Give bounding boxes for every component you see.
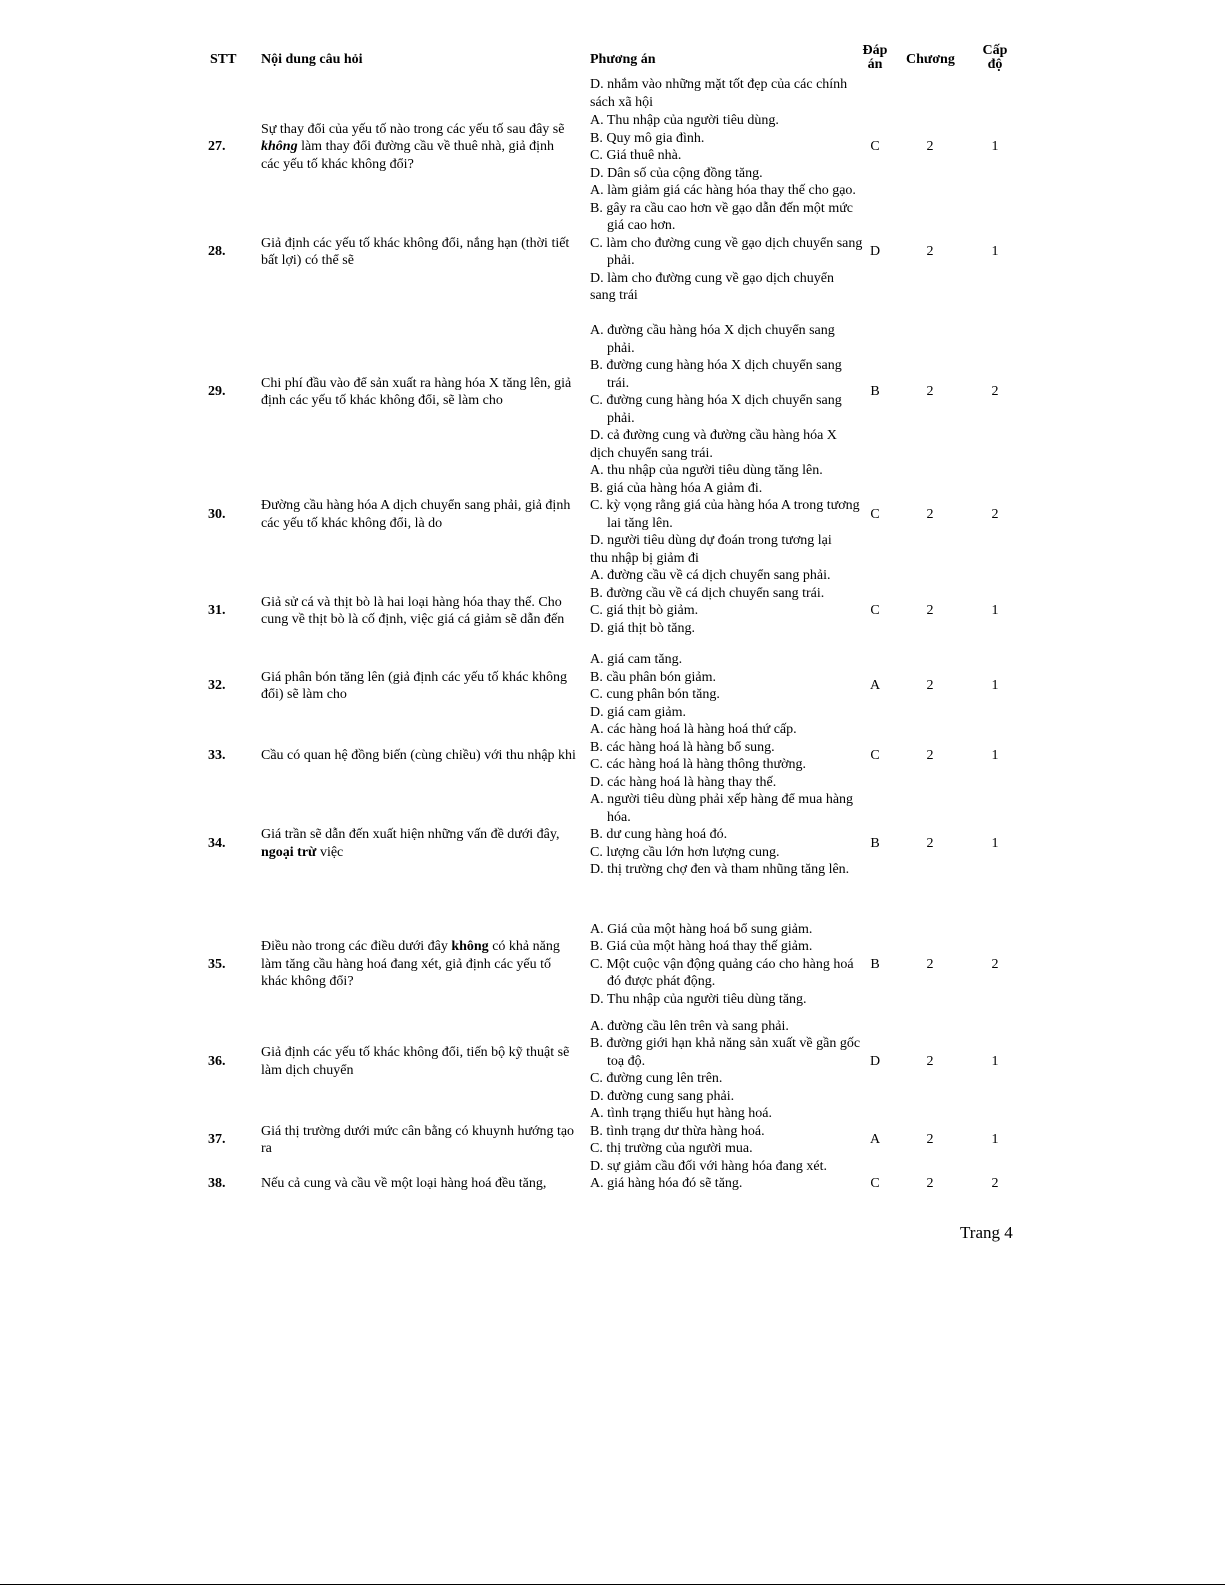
options-list	[590, 1009, 861, 1114]
chapter: 2	[926, 1132, 934, 1148]
option-a: A. các hàng hoá là hàng hoá thứ cấp.	[590, 722, 797, 737]
question-row-34	[0, 791, 1225, 896]
option-d: D. cả đường cung và đường cầu hàng hóa X dịch chuyển sang trái.	[590, 428, 837, 461]
answer: C	[870, 139, 880, 155]
question-text-emphasis: không	[261, 139, 298, 155]
option-b: B. tình trạng dư thừa hàng hoá.	[590, 1123, 765, 1139]
question-row-31	[0, 567, 1225, 655]
question-text	[261, 1105, 576, 1175]
question-text-pre: Giả sử cá và thịt bò là hai loại hàng hóa thay thế. Cho cung về thịt bò là cố định, việc giá cá giảm sẽ dẫn đến	[261, 594, 565, 627]
answer: A	[869, 1132, 881, 1148]
option-a: A. người tiêu dùng phải xếp hàng để mua hàng hóa.	[590, 792, 854, 825]
option-c: C. cung phân bón tăng.	[590, 687, 720, 702]
question-row-27	[0, 112, 1225, 182]
level: 2	[991, 506, 999, 522]
option-d: D. làm cho đường cung về gạo dịch chuyển sang trái	[590, 270, 834, 303]
answer: D	[869, 244, 881, 260]
header-level-line1: Cấp	[982, 43, 1008, 58]
answer: B	[870, 384, 880, 400]
option-b: B. gây ra cầu cao hơn về gạo dẫn đến một mức giá cao hơn.	[590, 200, 854, 233]
option-a: A. Giá của một hàng hoá bổ sung giảm.	[590, 921, 813, 937]
option-d: D. đường cung sang phải.	[590, 1088, 735, 1104]
option-c: C. Giá thuê nhà.	[590, 148, 682, 163]
answer: B	[870, 956, 880, 972]
question-text	[261, 462, 576, 567]
option-b: B. dư cung hàng hoá đó.	[590, 827, 728, 842]
question-text	[261, 112, 576, 182]
question-number: 38.	[208, 1176, 226, 1192]
question-text-post: có khả năng làm tăng cầu hàng hoá đang xét, giả định các yếu tố khác không đổi?	[261, 939, 560, 990]
option-c: C. các hàng hoá là hàng thông thường.	[590, 757, 806, 772]
question-number: 30.	[208, 506, 226, 522]
carryover-option: D. nhắm vào những mặt tốt đẹp của các chính sách xã hội	[590, 77, 848, 110]
chapter: 2	[926, 139, 934, 155]
question-number: 31.	[208, 603, 226, 619]
option-c: C. đường cung hàng hóa X dịch chuyển sang phải.	[590, 393, 842, 426]
question-text-pre: Cầu có quan hệ đồng biến (cùng chiều) với thu nhập khi	[261, 748, 576, 764]
question-number: 33.	[208, 748, 226, 764]
options-list	[590, 567, 848, 655]
options-list	[590, 1175, 848, 1193]
question-text-pre: Điều nào trong các điều dưới đây	[261, 939, 452, 955]
question-text	[261, 567, 576, 655]
chapter: 2	[926, 1176, 934, 1192]
header-stt: STT	[210, 52, 237, 67]
level: 1	[991, 678, 999, 694]
chapter: 2	[926, 835, 934, 851]
header-answer-line2: án	[867, 57, 883, 72]
answer: D	[869, 1053, 881, 1069]
option-a: A. giá hàng hóa đó sẽ tăng.	[590, 1176, 743, 1191]
question-row-28	[0, 182, 1225, 322]
options-list	[590, 651, 848, 721]
header-content: Nội dung câu hỏi	[261, 52, 363, 67]
option-a: A. Thu nhập của người tiêu dùng.	[590, 113, 779, 128]
chapter: 2	[926, 603, 934, 619]
question-number: 29.	[208, 384, 226, 400]
option-d: D. giá cam giảm.	[590, 704, 687, 720]
option-c: C. thị trường của người mua.	[590, 1141, 753, 1156]
question-text-pre: Giá phân bón tăng lên (giả định các yếu tố khác không đổi) sẽ làm cho	[261, 669, 567, 702]
question-number: 27.	[208, 139, 226, 155]
question-text	[261, 1175, 576, 1193]
chapter: 2	[926, 506, 934, 522]
chapter: 2	[926, 748, 934, 764]
options-list	[590, 112, 848, 182]
option-c: C. làm cho đường cung về gạo dịch chuyển sang phải.	[590, 235, 863, 268]
option-b: B. đường cầu về cá dịch chuyển sang trái.	[590, 585, 825, 601]
question-text	[261, 322, 576, 462]
option-b: B. đường cung hàng hóa X dịch chuyển sang trái.	[590, 358, 842, 391]
header-options: Phương án	[590, 52, 656, 67]
answer: C	[870, 1176, 880, 1192]
level: 2	[991, 1176, 999, 1192]
chapter: 2	[926, 1053, 934, 1069]
question-text-pre: Giá trần sẽ dẫn đến xuất hiện những vấn đề dưới đây,	[261, 827, 560, 842]
option-a: A. thu nhập của người tiêu dùng tăng lên.	[590, 463, 823, 478]
question-text	[261, 651, 576, 721]
options-list	[590, 322, 848, 462]
level: 1	[991, 1132, 999, 1148]
option-d: D. các hàng hoá là hàng thay thế.	[590, 774, 777, 790]
question-text	[261, 1009, 576, 1114]
level: 2	[991, 956, 999, 972]
chapter: 2	[926, 384, 934, 400]
option-a: A. đường cầu về cá dịch chuyển sang phải.	[590, 568, 831, 583]
options-list	[590, 721, 848, 791]
level: 2	[991, 384, 999, 400]
level: 1	[991, 139, 999, 155]
chapter: 2	[926, 678, 934, 694]
options-list	[590, 791, 854, 896]
option-c: C. lượng cầu lớn hơn lượng cung.	[590, 844, 780, 860]
options-list	[590, 462, 860, 567]
question-text-pre: Nếu cả cung và cầu về một loại hàng hoá đều tăng,	[261, 1176, 547, 1192]
option-b: B. Quy mô gia đình.	[590, 130, 705, 146]
header-level-line2: độ	[987, 57, 1003, 72]
option-a: A. đường cầu hàng hóa X dịch chuyển sang phải.	[590, 323, 835, 356]
question-text-post: việc	[316, 844, 344, 860]
option-b: B. giá của hàng hóa A giảm đi.	[590, 480, 763, 496]
question-text-pre: Chi phí đầu vào để sản xuất ra hàng hóa X tăng lên, giả định các yếu tố khác không đổi, sẽ làm cho	[261, 375, 572, 408]
answer: C	[870, 506, 880, 522]
option-b: B. đường giới hạn khả năng sản xuất về gần gốc toạ độ.	[590, 1036, 861, 1069]
option-c: C. đường cung lên trên.	[590, 1071, 723, 1087]
question-number: 28.	[208, 244, 226, 260]
question-text-pre: Đường cầu hàng hóa A dịch chuyển sang phải, giả định các yếu tố khác không đổi, là do	[261, 498, 571, 531]
chapter: 2	[926, 956, 934, 972]
question-text	[261, 791, 576, 896]
option-d: D. người tiêu dùng dự đoán trong tương lại thu nhập bị giảm đi	[590, 533, 832, 566]
answer: C	[870, 603, 880, 619]
chapter: 2	[926, 244, 934, 260]
question-text-pre: Giả định các yếu tố khác không đổi, nắng hạn (thời tiết bất lợi) có thể sẽ	[261, 235, 570, 268]
question-row-36	[0, 1009, 1225, 1114]
option-a: A. làm giảm giá các hàng hóa thay thế cho gạo.	[590, 183, 856, 198]
question-text-post: làm thay đổi đường cầu về thuê nhà, giả định các yếu tố khác không đổi?	[261, 139, 555, 172]
options-list	[590, 182, 863, 322]
option-b: B. các hàng hoá là hàng bổ sung.	[590, 739, 775, 755]
question-row-32	[0, 651, 1225, 721]
question-text-pre: Sự thay đổi của yếu tố nào trong các yếu tố sau đây sẽ	[261, 121, 565, 137]
question-text-emphasis: không	[451, 939, 489, 955]
answer: B	[870, 835, 880, 851]
question-row-37	[0, 1105, 1225, 1175]
question-number: 35.	[208, 956, 226, 972]
question-number: 36.	[208, 1053, 226, 1069]
option-c: C. giá thịt bò giảm.	[590, 603, 699, 618]
header-answer	[855, 44, 895, 72]
option-d: D. Thu nhập của người tiêu dùng tăng.	[590, 991, 807, 1007]
question-row-29	[0, 322, 1225, 462]
header-level	[975, 44, 1015, 72]
page-number: Trang 4	[960, 1223, 1013, 1242]
level: 1	[991, 244, 999, 260]
option-a: A. giá cam tăng.	[590, 652, 683, 667]
level: 1	[991, 603, 999, 619]
question-text	[261, 721, 576, 791]
option-a: A. tình trạng thiếu hụt hàng hoá.	[590, 1106, 772, 1121]
answer: A	[869, 678, 881, 694]
level: 1	[991, 748, 999, 764]
option-a: A. đường cầu lên trên và sang phải.	[590, 1018, 789, 1034]
question-text-emphasis: ngoại trừ	[261, 844, 317, 860]
level: 1	[991, 835, 999, 851]
option-d: D. thị trường chợ đen và tham nhũng tăng lên.	[590, 862, 850, 877]
question-row-33	[0, 721, 1225, 791]
option-c: C. kỳ vọng rằng giá của hàng hóa A trong tương lai tăng lên.	[590, 498, 860, 531]
question-number: 32.	[208, 678, 226, 694]
header-answer-line1: Đáp	[862, 43, 888, 58]
question-text-pre: Giả định các yếu tố khác không đổi, tiến bộ kỹ thuật sẽ làm dịch chuyển	[261, 1045, 570, 1078]
question-row-30	[0, 462, 1225, 567]
question-text-pre: Giá thị trường dưới mức cân bằng có khuynh hướng tạo ra	[261, 1123, 575, 1156]
question-row-38	[0, 1175, 1225, 1193]
options-list	[590, 1105, 848, 1175]
header-chapter: Chương	[906, 52, 955, 67]
question-text	[261, 182, 576, 322]
option-c: C. Một cuộc vận động quảng cáo cho hàng hoá đó được phát động.	[590, 956, 854, 990]
question-number: 34.	[208, 835, 226, 851]
option-d: D. giá thịt bò tăng.	[590, 620, 695, 636]
question-number: 37.	[208, 1132, 226, 1148]
option-b: B. cầu phân bón giảm.	[590, 669, 716, 685]
option-d: D. Dân số của cộng đồng tăng.	[590, 165, 763, 181]
level: 1	[991, 1053, 999, 1069]
option-b: B. Giá của một hàng hoá thay thế giảm.	[590, 939, 813, 955]
answer: C	[870, 748, 880, 764]
option-d: D. sự giảm cầu đối với hàng hóa đang xét.	[590, 1158, 827, 1174]
